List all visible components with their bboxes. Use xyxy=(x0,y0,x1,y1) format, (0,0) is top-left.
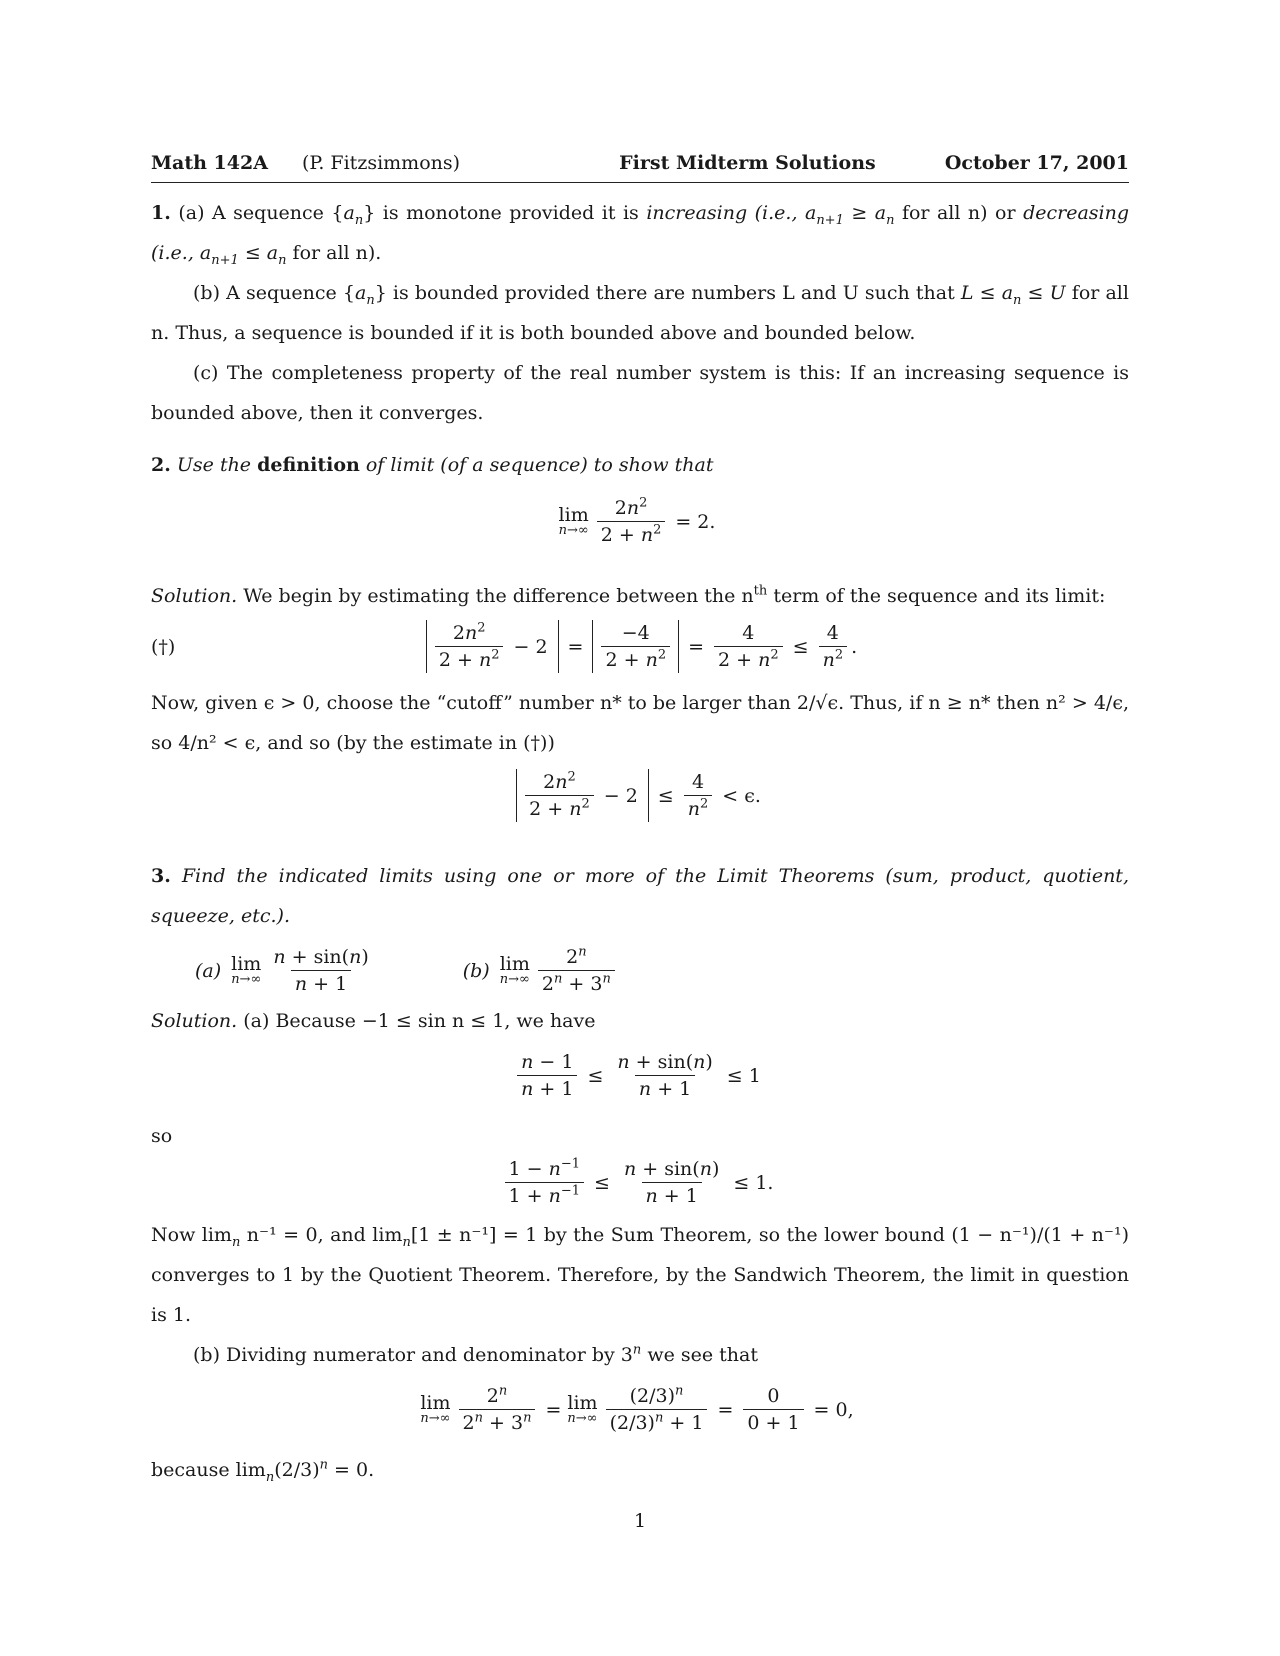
course-name: Math 142A xyxy=(151,152,268,174)
problem-3-bounds-equation: $\frac{n - 1}{n + 1}$ ≤ $\frac{n + \sin(n)}{n + 1}$ ≤ 1 xyxy=(151,1049,1129,1102)
problem-3-number: 3. xyxy=(151,865,171,887)
problem-2-number: 2. xyxy=(151,454,171,476)
problem-1-number: 1. xyxy=(151,202,171,224)
dagger-estimate-equation: (†) $\frac{2n^2}{2 + n^2}$ − 2 = $\frac{-4}{2 + n^2}$ = $\frac{4}{2 + n^2}$ ≤ $\frac{4}{n^2}$ . xyxy=(151,620,858,671)
document-title: First Midterm Solutions xyxy=(619,152,876,174)
page-header xyxy=(151,150,1129,183)
instructor-name: (P. Fitzsimmons) xyxy=(302,152,461,174)
problem-1-part-b: (b) A sequence $\{a_n\}$ is bounded provided there are numbers L and U such that $L \le a_n \le U$ for all n. Thus, a sequence is bounded if it is both bounded above and bounded below. xyxy=(151,282,1129,344)
page-body xyxy=(151,150,1129,1490)
problem-3-statement: 3. Find the indicated limits using one or more of the Limit Theorems (sum, product, quotient, squeeze, etc.). xyxy=(151,865,1129,927)
problem-2-statement: 2. Use the definition of limit (of a sequence) to show that xyxy=(151,454,714,476)
dagger-label: (†) xyxy=(151,635,176,658)
problem-1-part-c: (c) The completeness property of the real number system is this: If an increasing sequence is bounded above, then it converges. xyxy=(151,362,1129,424)
so-text: so xyxy=(151,1125,173,1147)
problem-3-because-text: because $\lim_n(2/3)^n = 0$. xyxy=(151,1457,375,1485)
problem-3-now-text: Now $\lim_n n^{-1} = 0$, and $\lim_n[1 \pm n^{-1}] = 1$ by the Sum Theorem, so the lower bound (1 − n⁻¹)/(1 + n⁻¹) converges to 1 by the Quotient Theorem. Therefore, by the Sandwich Theorem, the limit in question is 1. xyxy=(151,1224,1129,1326)
problem-2-limit-equation: lim n→∞ $\frac{2n^2}{2 + n^2}$ = 2. xyxy=(558,495,716,546)
problem-3b-limit: (b) lim n→∞ $\frac{2^n}{2^n + 3^n}$ xyxy=(463,944,619,997)
problem-3-limits xyxy=(195,944,1129,997)
document-date: October 17, 2001 xyxy=(944,152,1129,174)
problem-3-scaled-bounds-equation: $\frac{1 - n^{-1}}{1 + n^{-1}}$ ≤ $\frac{n + \sin(n)}{n + 1}$ ≤ 1. xyxy=(151,1156,1129,1209)
problem-3b-computation: lim n→∞ $\frac{2^n}{2^n + 3^n}$ = lim n→∞ $\frac{(2/3)^n}{(2/3)^n + 1}$ = $\frac{0}{0 + 1}$ = 0, xyxy=(420,1383,854,1434)
problem-3a-limit: (a) lim n→∞ $\frac{n + \sin(n)}{n + 1}$ xyxy=(195,946,369,995)
page-number: 1 xyxy=(633,1510,647,1532)
problem-2-final-estimate: $\frac{2n^2}{2 + n^2}$ − 2 ≤ $\frac{4}{n^2}$ < ϵ. xyxy=(151,769,1129,822)
problem-2-cutoff-text: Now, given ϵ > 0, choose the “cutoff” number n* to be larger than 2/√ϵ. Thus, if n ≥ n* then n² > 4/ϵ, so 4/n² < ϵ, and so (by the estimate in (†)) xyxy=(151,692,1129,754)
problem-2-solution-intro: Solution. We begin by estimating the difference between the $n^{th}$ term of the sequence and its limit: xyxy=(151,583,1106,607)
problem-3-solution-b: (b) Dividing numerator and denominator by 3$^n$ we see that xyxy=(193,1342,758,1366)
problem-3-solution-a: Solution. (a) Because −1 ≤ sin n ≤ 1, we have xyxy=(151,1010,596,1032)
problem-1-part-a: 1. (a) A sequence $\{a_n\}$ is monotone provided it is increasing (i.e., $a_{n+1} \ge a_n$ for all n) or decreasing (i.e., $a_{n+1} \le a_n$ for all n). xyxy=(151,202,1130,268)
